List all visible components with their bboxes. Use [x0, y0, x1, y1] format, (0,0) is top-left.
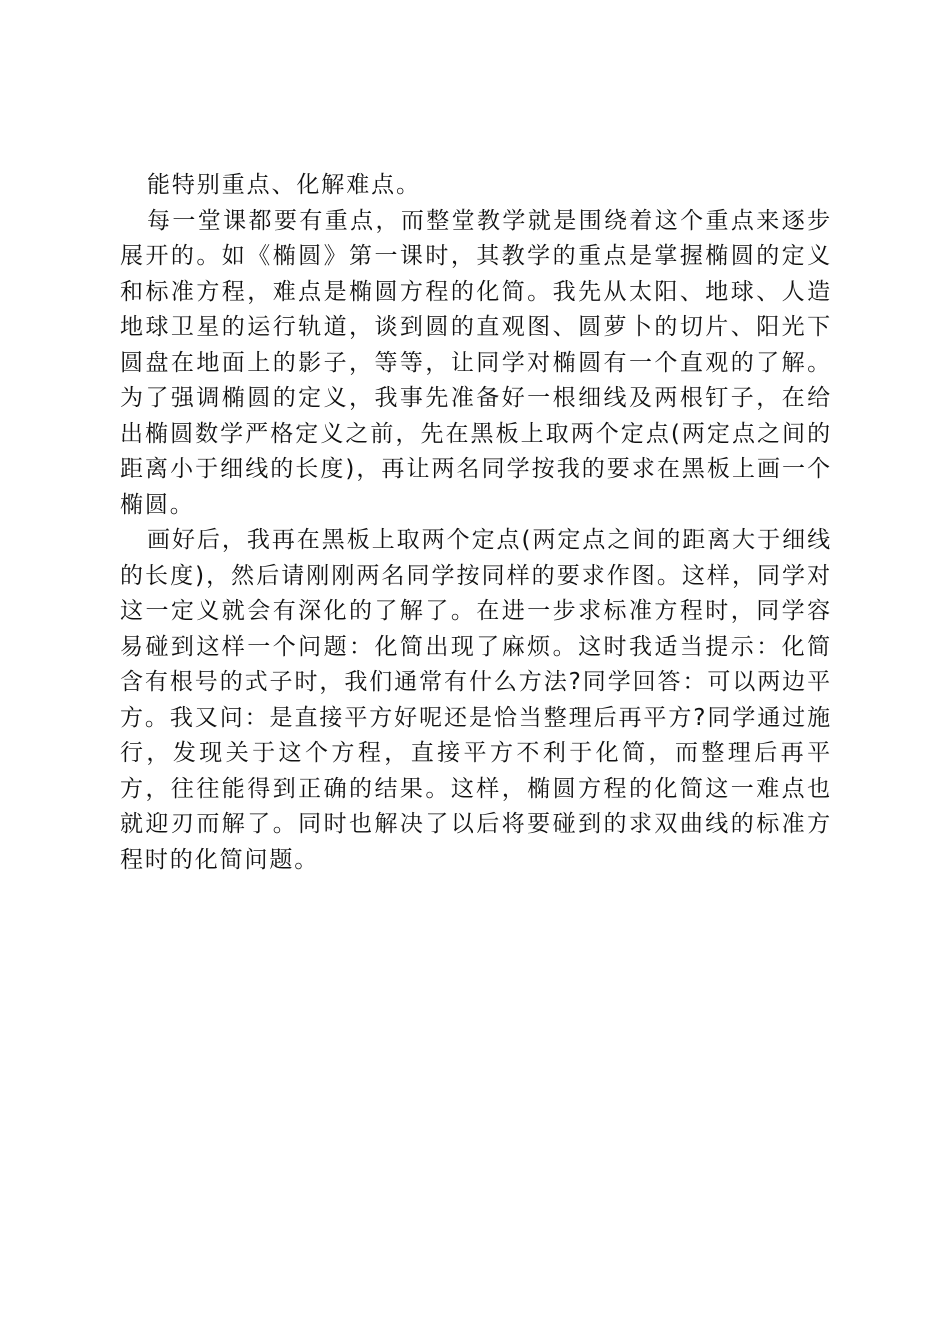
paragraph-3: 画好后，我再在黑板上取两个定点(两定点之间的距离大于细线的长度)，然后请刚刚两名同学按同样的要求作图。这样，同学对这一定义就会有深化的了解了。在进一步求标准方程时，同学容易碰到这样一个问题：化简出现了麻烦。这时我适当提示：化简含有根号的式子时，我们通常有什么方法?同学回答：可以两边平方。我又问：是直接平方好呢还是恰当整理后再平方?同学通过施行，发现关于这个方程，直接平方不利于化简，而整理后再平方，往往能得到正确的结果。这样，椭圆方程的化简这一难点也就迎刃而解了。同时也解决了以后将要碰到的求双曲线的标准方程时的化简问题。 [120, 527, 832, 873]
paragraph-2: 每一堂课都要有重点，而整堂教学就是围绕着这个重点来逐步展开的。如《椭圆》第一课时，其教学的重点是掌握椭圆的定义和标准方程，难点是椭圆方程的化简。我先从太阳、地球、人造地球卫星的运行轨道，谈到圆的直观图、圆萝卜的切片、阳光下圆盘在地面上的影子，等等，让同学对椭圆有一个直观的了解。为了强调椭圆的定义，我事先准备好一根细线及两根钉子，在给出椭圆数学严格定义之前，先在黑板上取两个定点(两定点之间的距离小于细线的长度)，再让两名同学按我的要求在黑板上画一个椭圆。 [120, 207, 832, 518]
paragraph-1: 能特别重点、化解难点。 [147, 172, 421, 198]
document-body [120, 168, 832, 878]
